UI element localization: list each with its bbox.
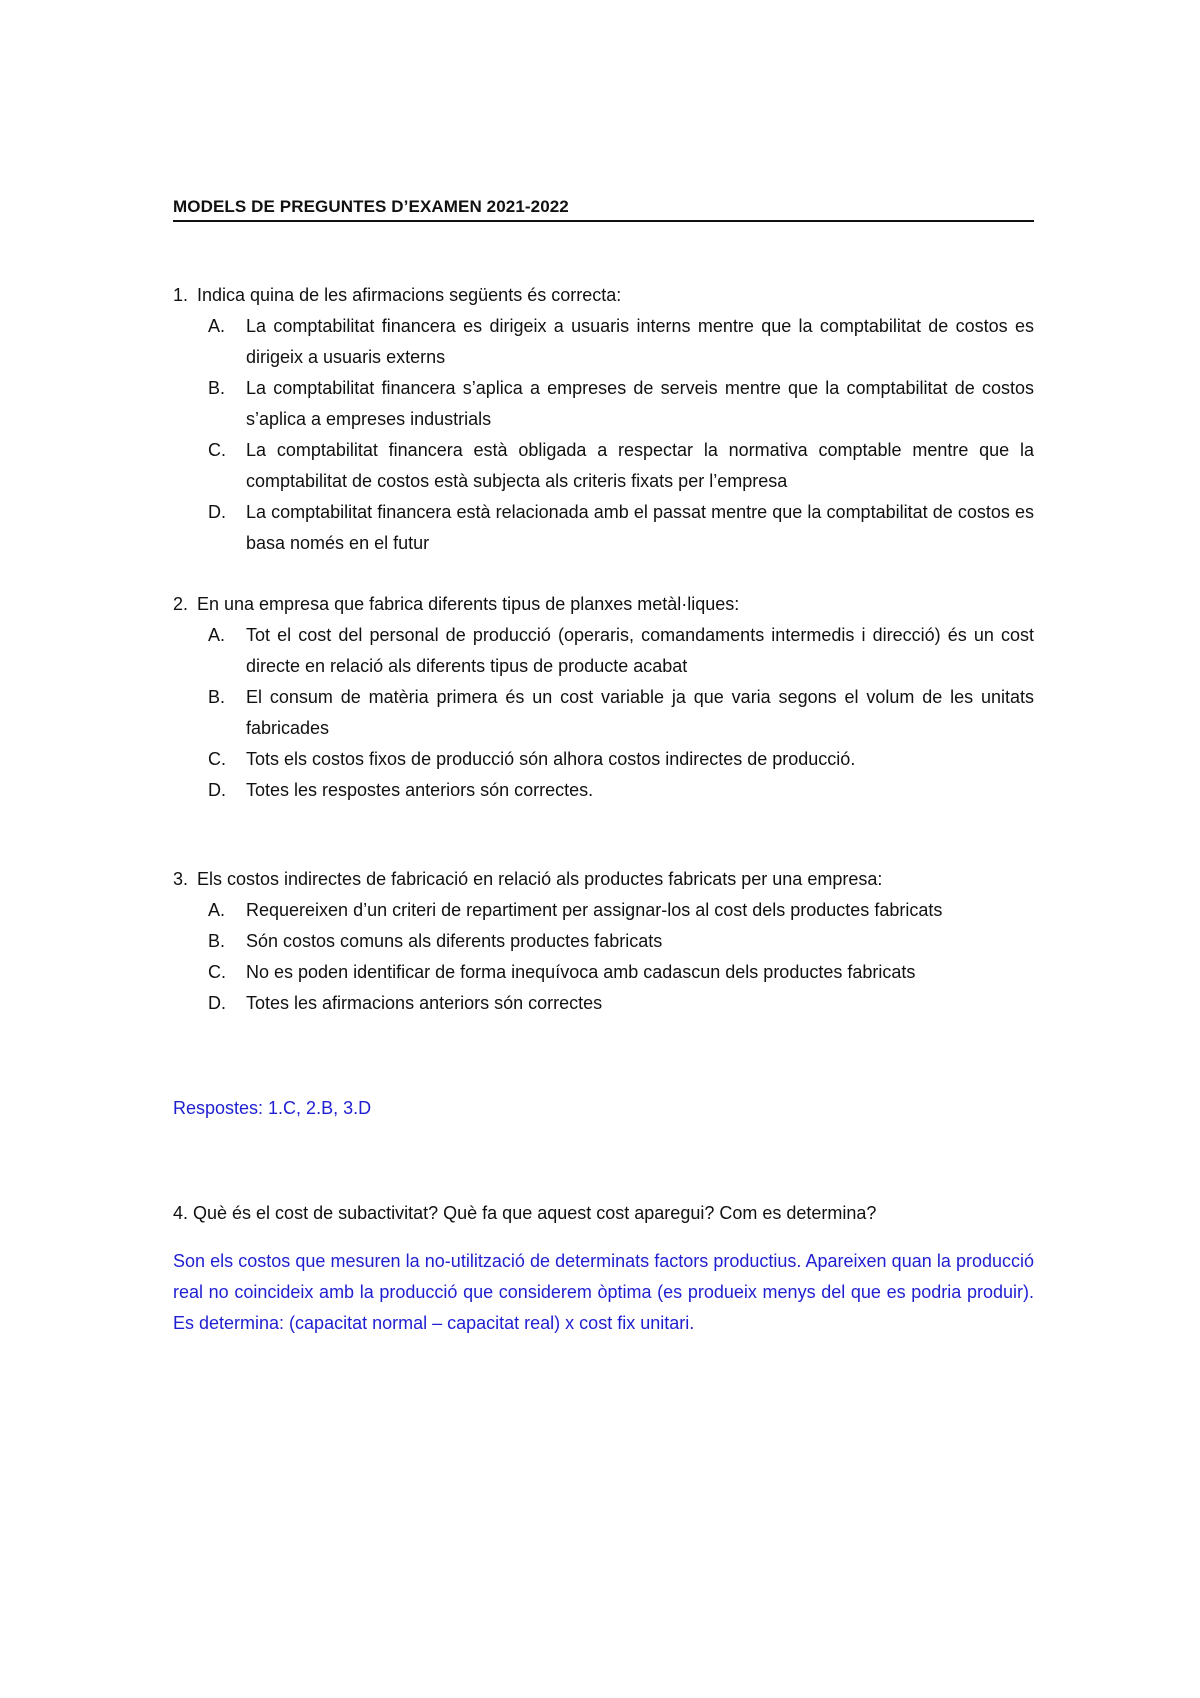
option-list: [173, 311, 1034, 559]
option-letter: C.: [208, 962, 226, 982]
option-text: No es poden identificar de forma inequívoca amb cadascun dels productes fabricats: [246, 962, 916, 982]
option-text: Totes les respostes anteriors són correctes.: [246, 780, 594, 800]
option-c: [173, 957, 1034, 988]
option-letter: B.: [208, 378, 226, 398]
document-page: [173, 196, 1034, 1339]
question-text: Els costos indirectes de fabricació en relació als productes fabricats per una empresa:: [197, 869, 883, 889]
option-a: [173, 895, 1034, 926]
option-text: Requereixen d’un criteri de repartiment per assignar-los al cost dels productes fabricats: [246, 900, 943, 920]
question-1: [173, 280, 1034, 559]
option-list: [173, 895, 1034, 1019]
question-3: [173, 864, 1034, 1019]
option-text: Són costos comuns als diferents productes fabricats: [246, 931, 663, 951]
option-c: [173, 435, 1034, 497]
question-stem: [173, 589, 1034, 620]
option-letter: C.: [208, 749, 226, 769]
option-b: [173, 373, 1034, 435]
option-text: Tots els costos fixos de producció són alhora costos indirectes de producció.: [246, 749, 856, 769]
option-letter: C.: [208, 440, 226, 460]
option-text: El consum de matèria primera és un cost variable ja que varia segons el volum de les unitats fabricades: [246, 687, 1034, 738]
option-text: La comptabilitat financera s’aplica a empreses de serveis mentre que la comptabilitat de costos s’aplica a empreses industrials: [246, 378, 1034, 429]
question-4: 4. Què és el cost de subactivitat? Què fa que aquest cost aparegui? Com es determina?: [173, 1203, 877, 1223]
option-text: La comptabilitat financera està relacionada amb el passat mentre que la comptabilitat de costos es basa només en el futur: [246, 502, 1034, 553]
option-letter: D.: [208, 502, 226, 522]
option-text: La comptabilitat financera està obligada a respectar la normativa comptable mentre que la comptabilitat de costos està subjecta als criteris fixats per l’empresa: [246, 440, 1034, 491]
option-b: [173, 926, 1034, 957]
option-text: Tot el cost del personal de producció (operaris, comandaments intermedis i direcció) és un cost directe en relació als diferents tipus de producte acabat: [246, 625, 1034, 676]
option-letter: A.: [208, 316, 226, 336]
question-text: En una empresa que fabrica diferents tipus de planxes metàl·liques:: [197, 594, 740, 614]
option-a: [173, 620, 1034, 682]
option-letter: B.: [208, 931, 226, 951]
answer-key: Respostes: 1.C, 2.B, 3.D: [173, 1098, 372, 1118]
option-text: Totes les afirmacions anteriors són correctes: [246, 993, 603, 1013]
option-d: [173, 497, 1034, 559]
option-letter: D.: [208, 780, 226, 800]
option-letter: D.: [208, 993, 226, 1013]
option-text: La comptabilitat financera es dirigeix a usuaris interns mentre que la comptabilitat de costos es dirigeix a usuaris externs: [246, 316, 1034, 367]
option-d: [173, 988, 1034, 1019]
option-c: [173, 744, 1034, 775]
option-letter: A.: [208, 900, 226, 920]
question-stem: [173, 864, 1034, 895]
question-number: 3.: [173, 869, 189, 889]
question-number: 1.: [173, 285, 189, 305]
document-title: MODELS DE PREGUNTES D’EXAMEN 2021-2022: [173, 196, 1034, 222]
option-b: [173, 682, 1034, 744]
option-letter: A.: [208, 625, 226, 645]
option-d: [173, 775, 1034, 806]
question-4-answer: Son els costos que mesuren la no-utilització de determinats factors productius. Apareixen quan la producció real no coincideix amb la producció que considerem òptima (es produeix menys del que es podria produir). Es determina: (capacitat normal – capacitat real) x cost fix unitari.: [173, 1251, 1034, 1333]
question-text: Indica quina de les afirmacions següents és correcta:: [197, 285, 622, 305]
question-stem: [173, 280, 1034, 311]
option-letter: B.: [208, 687, 226, 707]
option-list: [173, 620, 1034, 806]
question-number: 2.: [173, 594, 189, 614]
question-2: [173, 589, 1034, 806]
option-a: [173, 311, 1034, 373]
